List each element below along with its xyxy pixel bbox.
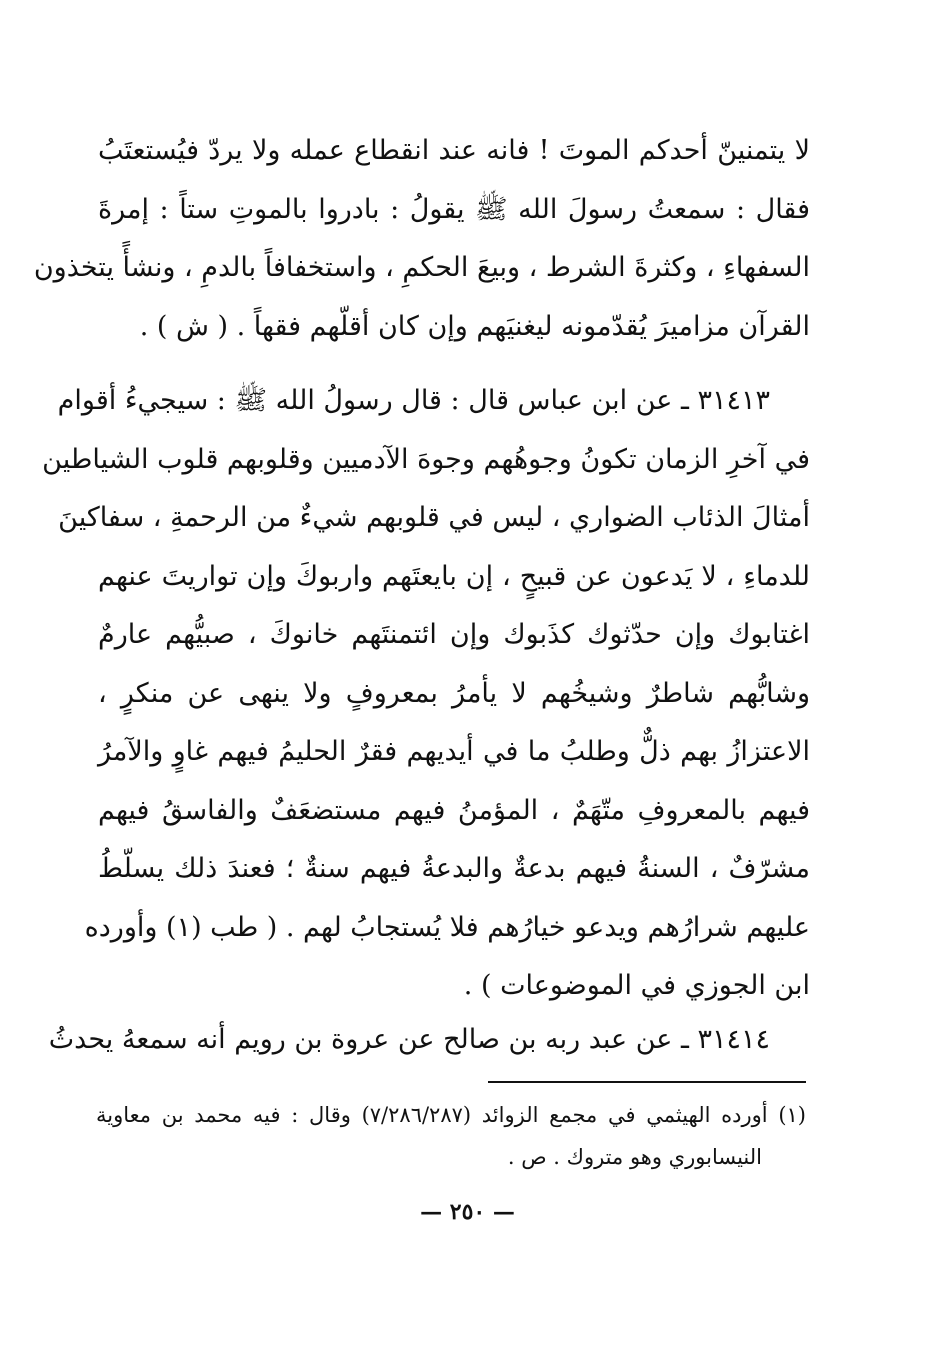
text-line: اغتابوك وإن حدّثوك كذَبوك وإن ائتمنتَهم خانوكَ ، صبيُّهم عارمٌ (98, 619, 810, 650)
text-line: في آخرِ الزمان تكونُ وجوهُهم وجوهَ الآدميين وقلوبهم قلوب الشياطين (42, 443, 810, 475)
hadith-31414 (48, 1011, 810, 1070)
text-line: مشرّفٌ ، السنةُ فيهم بدعةٌ والبدعةُ فيهم سنةٌ ؛ فعندَ ذلك يسلّطُ (98, 853, 810, 884)
text-line: عليهم شرارُهم ويدعو خيارُهم فلا يُستجابُ لهم . ( طب (١) وأورده (84, 911, 810, 943)
text-line: القرآن مزاميرَ يُقدّمونه ليغنيَهم وإن كان أقلّهم فقهاً . ( ش ) . (139, 310, 810, 342)
text-line: فيهم بالمعروفِ متّهَمٌ ، المؤمنُ فيهم مستضعَفٌ والفاسقُ فيهم (98, 794, 810, 826)
text-line: فقال : سمعتُ رسولَ الله ﷺ يقولُ : بادروا بالموتِ ستاً : إمرةَ (98, 193, 810, 225)
footnote-line: النيسابوري وهو متروك . ص . (507, 1145, 762, 1169)
text-line: أمثالَ الذئاب الضواري ، ليس في قلوبهم شيءٌ من الرحمةِ ، سفاكينَ (58, 502, 810, 533)
text-line: ٣١٤١٣ ـ عن ابن عباس قال : قال رسولُ الله ﷺ : سيجيءُ أقوام (57, 385, 770, 416)
page-number: — ٢٥٠ — (420, 1199, 515, 1225)
footnote (96, 1094, 806, 1178)
footnote-divider (488, 1081, 806, 1083)
text-line: لا يتمنينّ أحدكم الموتَ ! فانه عند انقطاع عمله ولا يردّ فيُستعتَبُ (98, 135, 810, 166)
text-line: الاعتزازُ بهم ذلٌّ وطلبُ ما في أيديهم فقرٌ الحليمُ فيهم غاوٍ والآمرُ (98, 736, 810, 767)
text-line: ابن الجوزي في الموضوعات ) . (463, 970, 810, 1001)
text-line: ٣١٤١٤ ـ عن عبد ربه بن صالح عن عروة بن رويم أنه سمعهُ يحدثُ (48, 1024, 770, 1055)
footnote-line: (١) أورده الهيثمي في مجمع الزوائد (٧/٢٨٦/٢٨٧) وقال : فيه محمد بن معاوية (96, 1103, 806, 1127)
text-line: للدماءِ ، لا يَدعون عن قبيحٍ ، إن بايعتَهم واربوكَ وإن تواريتَ عنهم (98, 560, 810, 592)
text-line: وشابُّهم شاطرٌ وشيخُهم لا يأمرُ بمعروفٍ ولا ينهى عن منكرٍ ، (98, 677, 810, 709)
text-line: السفهاءِ ، وكثرةَ الشرط ، وبيعَ الحكمِ ، واستخفافاً بالدمِ ، ونشأً يتخذون (33, 252, 810, 283)
hadith-31413 (42, 372, 810, 1016)
paragraph-1 (33, 122, 810, 356)
